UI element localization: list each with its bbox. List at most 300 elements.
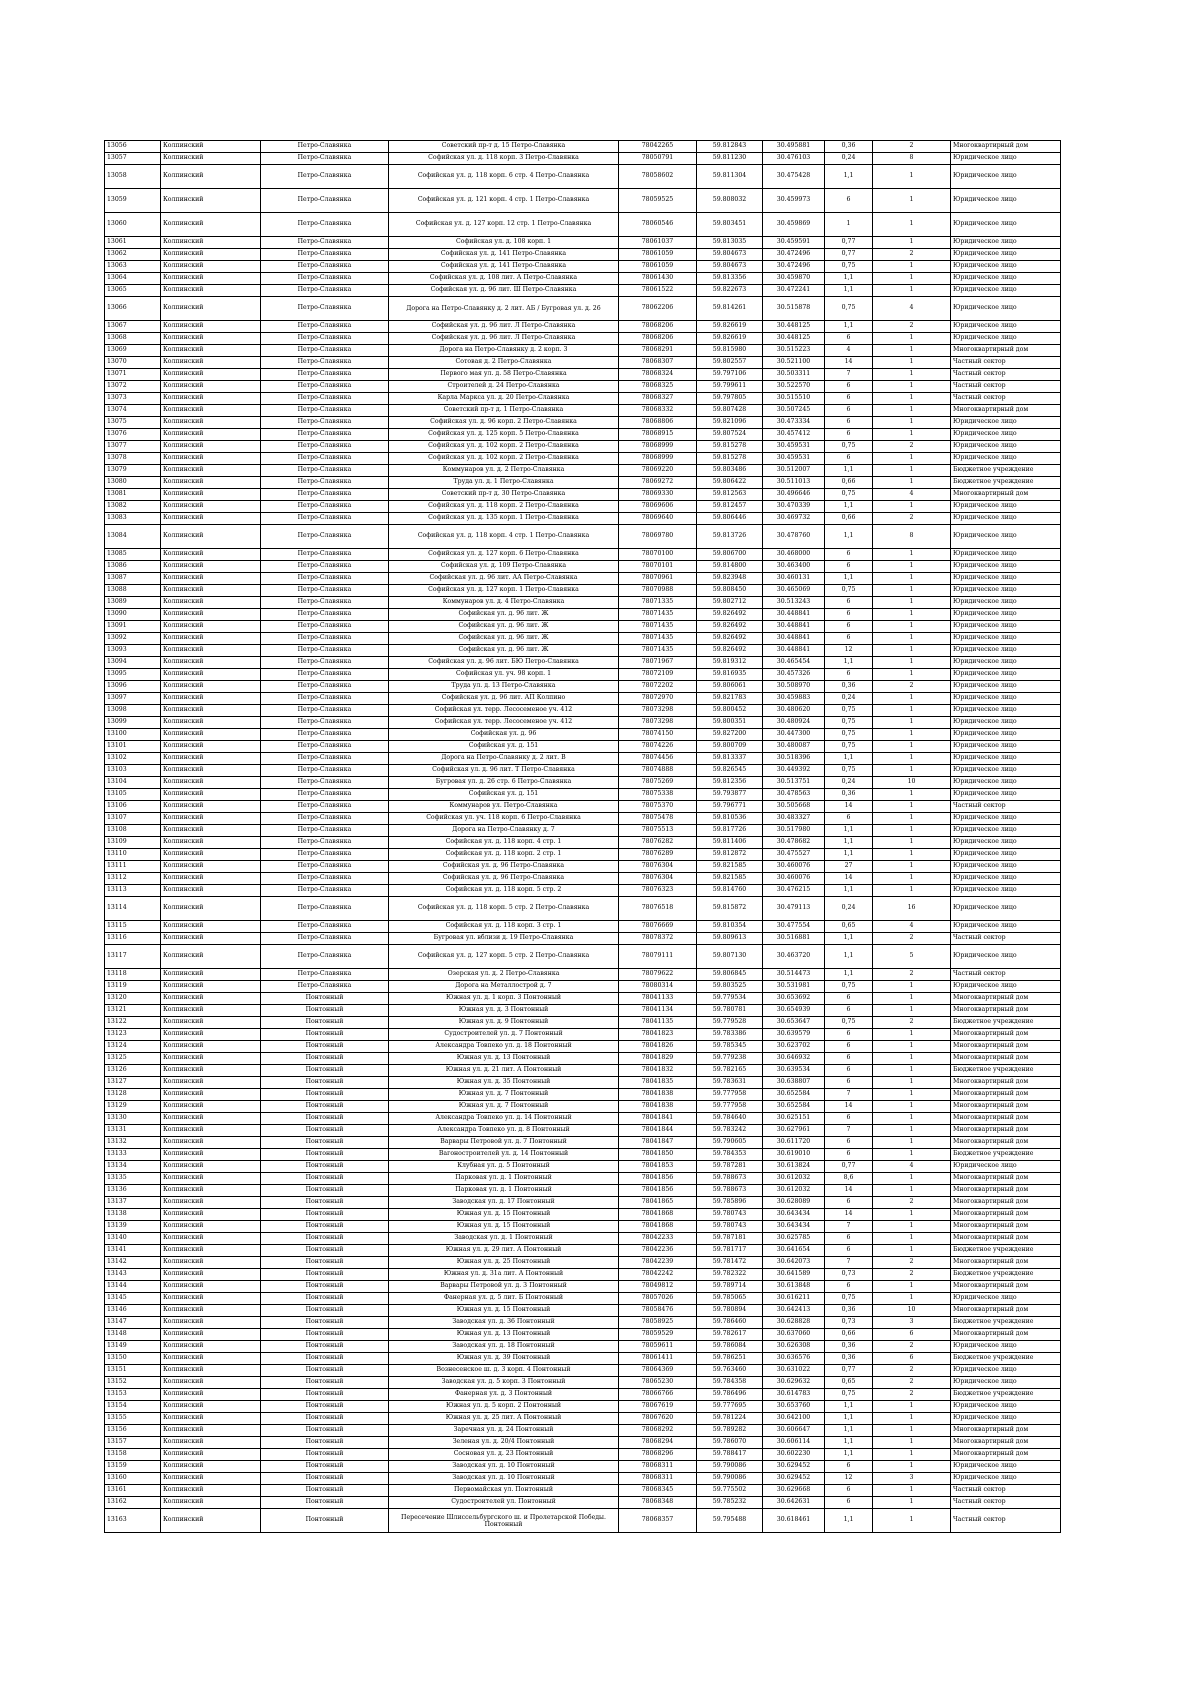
cell-address: Софийская ул. д. 118 корп. 6 стр. 4 Петро-Славянка: [389, 165, 619, 189]
cell-row-id: 13116: [105, 933, 161, 945]
cell-longitude: 30.448841: [763, 621, 825, 633]
cell-district: Колпинский: [161, 429, 261, 441]
cell-category: Юридическое лицо: [951, 525, 1061, 549]
cell-power: 6: [825, 1461, 873, 1473]
cell-power: 6: [825, 1281, 873, 1293]
cell-power: 0,75: [825, 297, 873, 321]
cell-longitude: 30.459591: [763, 237, 825, 249]
cell-power: 6: [825, 333, 873, 345]
cell-object-code: 78067619: [619, 1401, 697, 1413]
cell-locality: Петро-Славянка: [261, 789, 389, 801]
cell-locality: Понтонный: [261, 1221, 389, 1233]
cell-district: Колпинский: [161, 741, 261, 753]
cell-object-code: 78070988: [619, 585, 697, 597]
table-row: [105, 357, 1061, 369]
cell-category: Юридическое лицо: [951, 573, 1061, 585]
cell-address: Софийская ул. д. 135 корп. 1 Петро-Славянка: [389, 513, 619, 525]
table-row: [105, 1509, 1061, 1533]
cell-power: 6: [825, 1497, 873, 1509]
table-row: [105, 453, 1061, 465]
cell-power: 6: [825, 1149, 873, 1161]
cell-latitude: 59.777958: [697, 1089, 763, 1101]
cell-latitude: 59.788673: [697, 1185, 763, 1197]
cell-longitude: 30.447300: [763, 729, 825, 741]
cell-address: Клубная ул. д. 5 Понтонный: [389, 1161, 619, 1173]
cell-power: 1,1: [825, 849, 873, 861]
cell-count: 1: [873, 573, 951, 585]
cell-address: Дорога на Петро-Славянку д. 7: [389, 825, 619, 837]
cell-power: 0,75: [825, 1017, 873, 1029]
cell-object-code: 78078372: [619, 933, 697, 945]
cell-latitude: 59.822673: [697, 285, 763, 297]
cell-row-id: 13093: [105, 645, 161, 657]
cell-power: 7: [825, 1125, 873, 1137]
cell-power: 6: [825, 393, 873, 405]
cell-district: Колпинский: [161, 633, 261, 645]
cell-count: 1: [873, 621, 951, 633]
cell-category: Юридическое лицо: [951, 849, 1061, 861]
cell-count: 1: [873, 465, 951, 477]
cell-row-id: 13125: [105, 1053, 161, 1065]
cell-power: 1,1: [825, 945, 873, 969]
cell-address: Южная ул. д. 7 Понтонный: [389, 1101, 619, 1113]
cell-count: 1: [873, 333, 951, 345]
table-row: [105, 1029, 1061, 1041]
cell-longitude: 30.606114: [763, 1437, 825, 1449]
cell-count: 1: [873, 1065, 951, 1077]
cell-count: 1: [873, 705, 951, 717]
table-row: [105, 525, 1061, 549]
cell-longitude: 30.448841: [763, 633, 825, 645]
cell-object-code: 78074226: [619, 741, 697, 753]
cell-row-id: 13146: [105, 1305, 161, 1317]
cell-object-code: 78076282: [619, 837, 697, 849]
cell-category: Юридическое лицо: [951, 609, 1061, 621]
cell-longitude: 30.652584: [763, 1089, 825, 1101]
cell-latitude: 59.812872: [697, 849, 763, 861]
cell-latitude: 59.811406: [697, 837, 763, 849]
table-row: [105, 849, 1061, 861]
cell-row-id: 13133: [105, 1149, 161, 1161]
cell-count: 2: [873, 681, 951, 693]
cell-district: Колпинский: [161, 813, 261, 825]
cell-district: Колпинский: [161, 1101, 261, 1113]
table-row: [105, 945, 1061, 969]
cell-power: 0,24: [825, 693, 873, 705]
cell-count: 2: [873, 441, 951, 453]
cell-locality: Петро-Славянка: [261, 441, 389, 453]
cell-latitude: 59.812457: [697, 501, 763, 513]
cell-longitude: 30.625151: [763, 1113, 825, 1125]
cell-latitude: 59.803525: [697, 981, 763, 993]
cell-longitude: 30.463720: [763, 945, 825, 969]
cell-category: Юридическое лицо: [951, 693, 1061, 705]
table-row: [105, 969, 1061, 981]
cell-longitude: 30.642073: [763, 1257, 825, 1269]
cell-address: Софийская ул. д. 118 корп. 5 стр. 2: [389, 885, 619, 897]
cell-object-code: 78068325: [619, 381, 697, 393]
cell-address: Строителей д. 24 Петро-Славянка: [389, 381, 619, 393]
cell-locality: Понтонный: [261, 1257, 389, 1269]
cell-latitude: 59.786251: [697, 1353, 763, 1365]
cell-longitude: 30.457412: [763, 429, 825, 441]
table-row: [105, 609, 1061, 621]
cell-row-id: 13144: [105, 1281, 161, 1293]
cell-count: 1: [873, 1173, 951, 1185]
cell-row-id: 13058: [105, 165, 161, 189]
cell-address: Парковая ул. д. 1 Понтонный: [389, 1173, 619, 1185]
cell-district: Колпинский: [161, 1473, 261, 1485]
cell-category: Юридическое лицо: [951, 453, 1061, 465]
cell-row-id: 13130: [105, 1113, 161, 1125]
cell-district: Колпинский: [161, 237, 261, 249]
table-row: [105, 645, 1061, 657]
cell-latitude: 59.815872: [697, 897, 763, 921]
cell-object-code: 78074456: [619, 753, 697, 765]
cell-district: Колпинский: [161, 345, 261, 357]
cell-longitude: 30.518396: [763, 753, 825, 765]
cell-address: Южная ул. д. 1 корп. 3 Понтонный: [389, 993, 619, 1005]
cell-object-code: 78073298: [619, 705, 697, 717]
cell-object-code: 78068999: [619, 453, 697, 465]
cell-district: Колпинский: [161, 453, 261, 465]
cell-district: Колпинский: [161, 1137, 261, 1149]
table-row: [105, 1233, 1061, 1245]
cell-power: 14: [825, 1185, 873, 1197]
cell-locality: Понтонный: [261, 1113, 389, 1125]
cell-power: 1,1: [825, 573, 873, 585]
cell-address: Южная ул. д. 7 Понтонный: [389, 1089, 619, 1101]
cell-power: 0,36: [825, 681, 873, 693]
cell-row-id: 13141: [105, 1245, 161, 1257]
cell-count: 4: [873, 1161, 951, 1173]
table-row: [105, 1413, 1061, 1425]
cell-count: 6: [873, 1353, 951, 1365]
cell-power: 1,1: [825, 285, 873, 297]
cell-row-id: 13119: [105, 981, 161, 993]
cell-district: Колпинский: [161, 993, 261, 1005]
cell-row-id: 13066: [105, 297, 161, 321]
cell-longitude: 30.618461: [763, 1509, 825, 1533]
cell-object-code: 78068357: [619, 1509, 697, 1533]
table-row: [105, 693, 1061, 705]
cell-row-id: 13074: [105, 405, 161, 417]
cell-row-id: 13077: [105, 441, 161, 453]
cell-district: Колпинский: [161, 825, 261, 837]
cell-row-id: 13138: [105, 1209, 161, 1221]
cell-category: Многоквартирный дом: [951, 1257, 1061, 1269]
cell-latitude: 59.783631: [697, 1077, 763, 1089]
cell-object-code: 78080314: [619, 981, 697, 993]
cell-district: Колпинский: [161, 321, 261, 333]
cell-object-code: 78069220: [619, 465, 697, 477]
cell-district: Колпинский: [161, 657, 261, 669]
cell-object-code: 78041853: [619, 1161, 697, 1173]
cell-district: Колпинский: [161, 153, 261, 165]
table-row: [105, 633, 1061, 645]
cell-count: 1: [873, 357, 951, 369]
table-row: [105, 1365, 1061, 1377]
cell-latitude: 59.821096: [697, 417, 763, 429]
cell-row-id: 13147: [105, 1317, 161, 1329]
cell-address: Софийская ул. д. 96 корп. 2 Петро-Славянка: [389, 417, 619, 429]
cell-row-id: 13152: [105, 1377, 161, 1389]
cell-latitude: 59.808450: [697, 585, 763, 597]
table-row: [105, 153, 1061, 165]
cell-latitude: 59.788417: [697, 1449, 763, 1461]
cell-count: 2: [873, 969, 951, 981]
cell-district: Колпинский: [161, 789, 261, 801]
cell-category: Юридическое лицо: [951, 621, 1061, 633]
cell-address: Софийская ул. терр. Лесосеменое уч. 412: [389, 717, 619, 729]
cell-locality: Петро-Славянка: [261, 357, 389, 369]
cell-longitude: 30.641589: [763, 1269, 825, 1281]
cell-address: Советский пр-т д. 1 Петро-Славянка: [389, 405, 619, 417]
cell-district: Колпинский: [161, 1257, 261, 1269]
cell-district: Колпинский: [161, 501, 261, 513]
cell-address: Софийская ул. д. 127 корп. 1 Петро-Славянка: [389, 585, 619, 597]
cell-address: Софийская ул. д. 118 корп. 2 стр. 1: [389, 849, 619, 861]
cell-count: 1: [873, 645, 951, 657]
cell-row-id: 13078: [105, 453, 161, 465]
cell-power: 4: [825, 345, 873, 357]
cell-count: 1: [873, 345, 951, 357]
cell-district: Колпинский: [161, 885, 261, 897]
cell-longitude: 30.460076: [763, 873, 825, 885]
cell-power: 1,1: [825, 825, 873, 837]
cell-locality: Петро-Славянка: [261, 897, 389, 921]
cell-longitude: 30.515878: [763, 297, 825, 321]
table-row: [105, 669, 1061, 681]
cell-object-code: 78069330: [619, 489, 697, 501]
cell-district: Колпинский: [161, 669, 261, 681]
cell-district: Колпинский: [161, 1125, 261, 1137]
cell-object-code: 78042239: [619, 1257, 697, 1269]
cell-address: Софийская ул. д. 118 корп. 5 стр. 2 Петро-Славянка: [389, 897, 619, 921]
cell-locality: Петро-Славянка: [261, 753, 389, 765]
cell-latitude: 59.783386: [697, 1029, 763, 1041]
cell-longitude: 30.480087: [763, 741, 825, 753]
cell-count: 2: [873, 1269, 951, 1281]
cell-address: Сотовая д. 2 Петро-Славянка: [389, 357, 619, 369]
cell-count: 1: [873, 417, 951, 429]
cell-address: Софийская ул. д. 108 лит. А Петро-Славянка: [389, 273, 619, 285]
cell-count: 1: [873, 585, 951, 597]
cell-address: Заводская ул. д. 18 Понтонный: [389, 1341, 619, 1353]
cell-district: Колпинский: [161, 213, 261, 237]
cell-row-id: 13117: [105, 945, 161, 969]
cell-row-id: 13090: [105, 609, 161, 621]
cell-district: Колпинский: [161, 273, 261, 285]
cell-power: 1,1: [825, 753, 873, 765]
cell-count: 1: [873, 1185, 951, 1197]
cell-district: Колпинский: [161, 1077, 261, 1089]
cell-count: 1: [873, 477, 951, 489]
cell-longitude: 30.522570: [763, 381, 825, 393]
cell-locality: Понтонный: [261, 1053, 389, 1065]
cell-address: Софийская ул. д. 102 корп. 2 Петро-Славянка: [389, 441, 619, 453]
cell-category: Многоквартирный дом: [951, 1449, 1061, 1461]
cell-power: 0,66: [825, 513, 873, 525]
cell-count: 1: [873, 993, 951, 1005]
table-row: [105, 381, 1061, 393]
cell-locality: Петро-Славянка: [261, 189, 389, 213]
table-row: [105, 417, 1061, 429]
cell-latitude: 59.812843: [697, 141, 763, 153]
cell-longitude: 30.515510: [763, 393, 825, 405]
table-row: [105, 897, 1061, 921]
cell-locality: Петро-Славянка: [261, 141, 389, 153]
cell-latitude: 59.800709: [697, 741, 763, 753]
cell-category: Юридическое лицо: [951, 417, 1061, 429]
cell-locality: Петро-Славянка: [261, 801, 389, 813]
cell-row-id: 13160: [105, 1473, 161, 1485]
cell-latitude: 59.806845: [697, 969, 763, 981]
cell-object-code: 78061430: [619, 273, 697, 285]
cell-object-code: 78041868: [619, 1221, 697, 1233]
table-row: [105, 1053, 1061, 1065]
cell-longitude: 30.495881: [763, 141, 825, 153]
cell-latitude: 59.823948: [697, 573, 763, 585]
cell-category: Юридическое лицо: [951, 321, 1061, 333]
cell-locality: Петро-Славянка: [261, 573, 389, 585]
cell-power: 1,1: [825, 1413, 873, 1425]
cell-object-code: 78068307: [619, 357, 697, 369]
table-row: [105, 165, 1061, 189]
cell-locality: Понтонный: [261, 1185, 389, 1197]
cell-object-code: 78076518: [619, 897, 697, 921]
cell-address: Софийская ул. д. 118 корп. 4 стр. 1 Петро-Славянка: [389, 525, 619, 549]
cell-district: Колпинский: [161, 897, 261, 921]
cell-object-code: 78066766: [619, 1389, 697, 1401]
cell-object-code: 78070961: [619, 573, 697, 585]
cell-count: 1: [873, 453, 951, 465]
cell-address: Софийская ул. д. 151: [389, 789, 619, 801]
cell-locality: Петро-Славянка: [261, 633, 389, 645]
cell-latitude: 59.810354: [697, 921, 763, 933]
cell-locality: Петро-Славянка: [261, 645, 389, 657]
table-row: [105, 477, 1061, 489]
cell-address: Южная ул. д. 35 Понтонный: [389, 1077, 619, 1089]
cell-power: 6: [825, 1065, 873, 1077]
cell-object-code: 78068915: [619, 429, 697, 441]
cell-object-code: 78075478: [619, 813, 697, 825]
cell-latitude: 59.783242: [697, 1125, 763, 1137]
cell-longitude: 30.613848: [763, 1281, 825, 1293]
cell-count: 1: [873, 1461, 951, 1473]
cell-latitude: 59.777695: [697, 1401, 763, 1413]
cell-row-id: 13111: [105, 861, 161, 873]
table-row: [105, 393, 1061, 405]
cell-district: Колпинский: [161, 861, 261, 873]
cell-longitude: 30.642100: [763, 1413, 825, 1425]
cell-latitude: 59.814261: [697, 297, 763, 321]
cell-count: 2: [873, 321, 951, 333]
cell-latitude: 59.784353: [697, 1149, 763, 1161]
cell-category: Частный сектор: [951, 933, 1061, 945]
cell-row-id: 13088: [105, 585, 161, 597]
cell-latitude: 59.785896: [697, 1197, 763, 1209]
cell-latitude: 59.786460: [697, 1317, 763, 1329]
cell-count: 1: [873, 1245, 951, 1257]
cell-category: Многоквартирный дом: [951, 1221, 1061, 1233]
cell-locality: Петро-Славянка: [261, 273, 389, 285]
cell-longitude: 30.448841: [763, 645, 825, 657]
cell-address: Софийская ул. д. 141 Петро-Славянка: [389, 261, 619, 273]
cell-count: 1: [873, 561, 951, 573]
cell-longitude: 30.642631: [763, 1497, 825, 1509]
cell-address: Софийская ул. д. 118 корп. 2 Петро-Славянка: [389, 501, 619, 513]
cell-object-code: 78060546: [619, 213, 697, 237]
cell-locality: Петро-Славянка: [261, 453, 389, 465]
table-row: [105, 465, 1061, 477]
cell-district: Колпинский: [161, 1245, 261, 1257]
cell-power: 1,1: [825, 837, 873, 849]
cell-locality: Понтонный: [261, 1461, 389, 1473]
data-table-sheet: [104, 140, 1060, 1533]
cell-address: Дорога на Петро-Славянку д. 2 лит. В: [389, 753, 619, 765]
cell-category: Бюджетное учреждение: [951, 1017, 1061, 1029]
cell-category: Юридическое лицо: [951, 441, 1061, 453]
cell-locality: Понтонный: [261, 1317, 389, 1329]
cell-category: Юридическое лицо: [951, 921, 1061, 933]
cell-object-code: 78058925: [619, 1317, 697, 1329]
cell-object-code: 78042233: [619, 1233, 697, 1245]
table-row: [105, 1065, 1061, 1077]
cell-category: Юридическое лицо: [951, 873, 1061, 885]
cell-district: Колпинский: [161, 1305, 261, 1317]
cell-category: Многоквартирный дом: [951, 1305, 1061, 1317]
table-row: [105, 813, 1061, 825]
cell-count: 1: [873, 693, 951, 705]
cell-district: Колпинский: [161, 1269, 261, 1281]
cell-district: Колпинский: [161, 705, 261, 717]
cell-power: 12: [825, 1473, 873, 1485]
cell-category: Бюджетное учреждение: [951, 1269, 1061, 1281]
cell-count: 1: [873, 285, 951, 297]
cell-latitude: 59.796771: [697, 801, 763, 813]
cell-power: 0,75: [825, 765, 873, 777]
cell-row-id: 13132: [105, 1137, 161, 1149]
cell-object-code: 78075370: [619, 801, 697, 813]
cell-category: Частный сектор: [951, 369, 1061, 381]
cell-count: 1: [873, 1137, 951, 1149]
cell-locality: Петро-Славянка: [261, 813, 389, 825]
cell-latitude: 59.806061: [697, 681, 763, 693]
cell-latitude: 59.782617: [697, 1329, 763, 1341]
cell-category: Частный сектор: [951, 801, 1061, 813]
table-row: [105, 1329, 1061, 1341]
cell-object-code: 78068348: [619, 1497, 697, 1509]
cell-row-id: 13107: [105, 813, 161, 825]
cell-latitude: 59.804673: [697, 261, 763, 273]
cell-power: 0,66: [825, 477, 873, 489]
cell-locality: Петро-Славянка: [261, 597, 389, 609]
cell-address: Софийская ул. д. 125 корп. 5 Петро-Славянка: [389, 429, 619, 441]
table-row: [105, 1425, 1061, 1437]
cell-locality: Петро-Славянка: [261, 693, 389, 705]
cell-locality: Понтонный: [261, 1293, 389, 1305]
table-row: [105, 825, 1061, 837]
cell-count: 1: [873, 429, 951, 441]
cell-district: Колпинский: [161, 1209, 261, 1221]
cell-object-code: 78041133: [619, 993, 697, 1005]
cell-address: Софийская ул. д. 118 корп. 3 стр. 1: [389, 921, 619, 933]
cell-address: Софийская ул. д. 96 Петро-Славянка: [389, 861, 619, 873]
cell-category: Многоквартирный дом: [951, 1437, 1061, 1449]
cell-district: Колпинский: [161, 1401, 261, 1413]
table-row: [105, 297, 1061, 321]
